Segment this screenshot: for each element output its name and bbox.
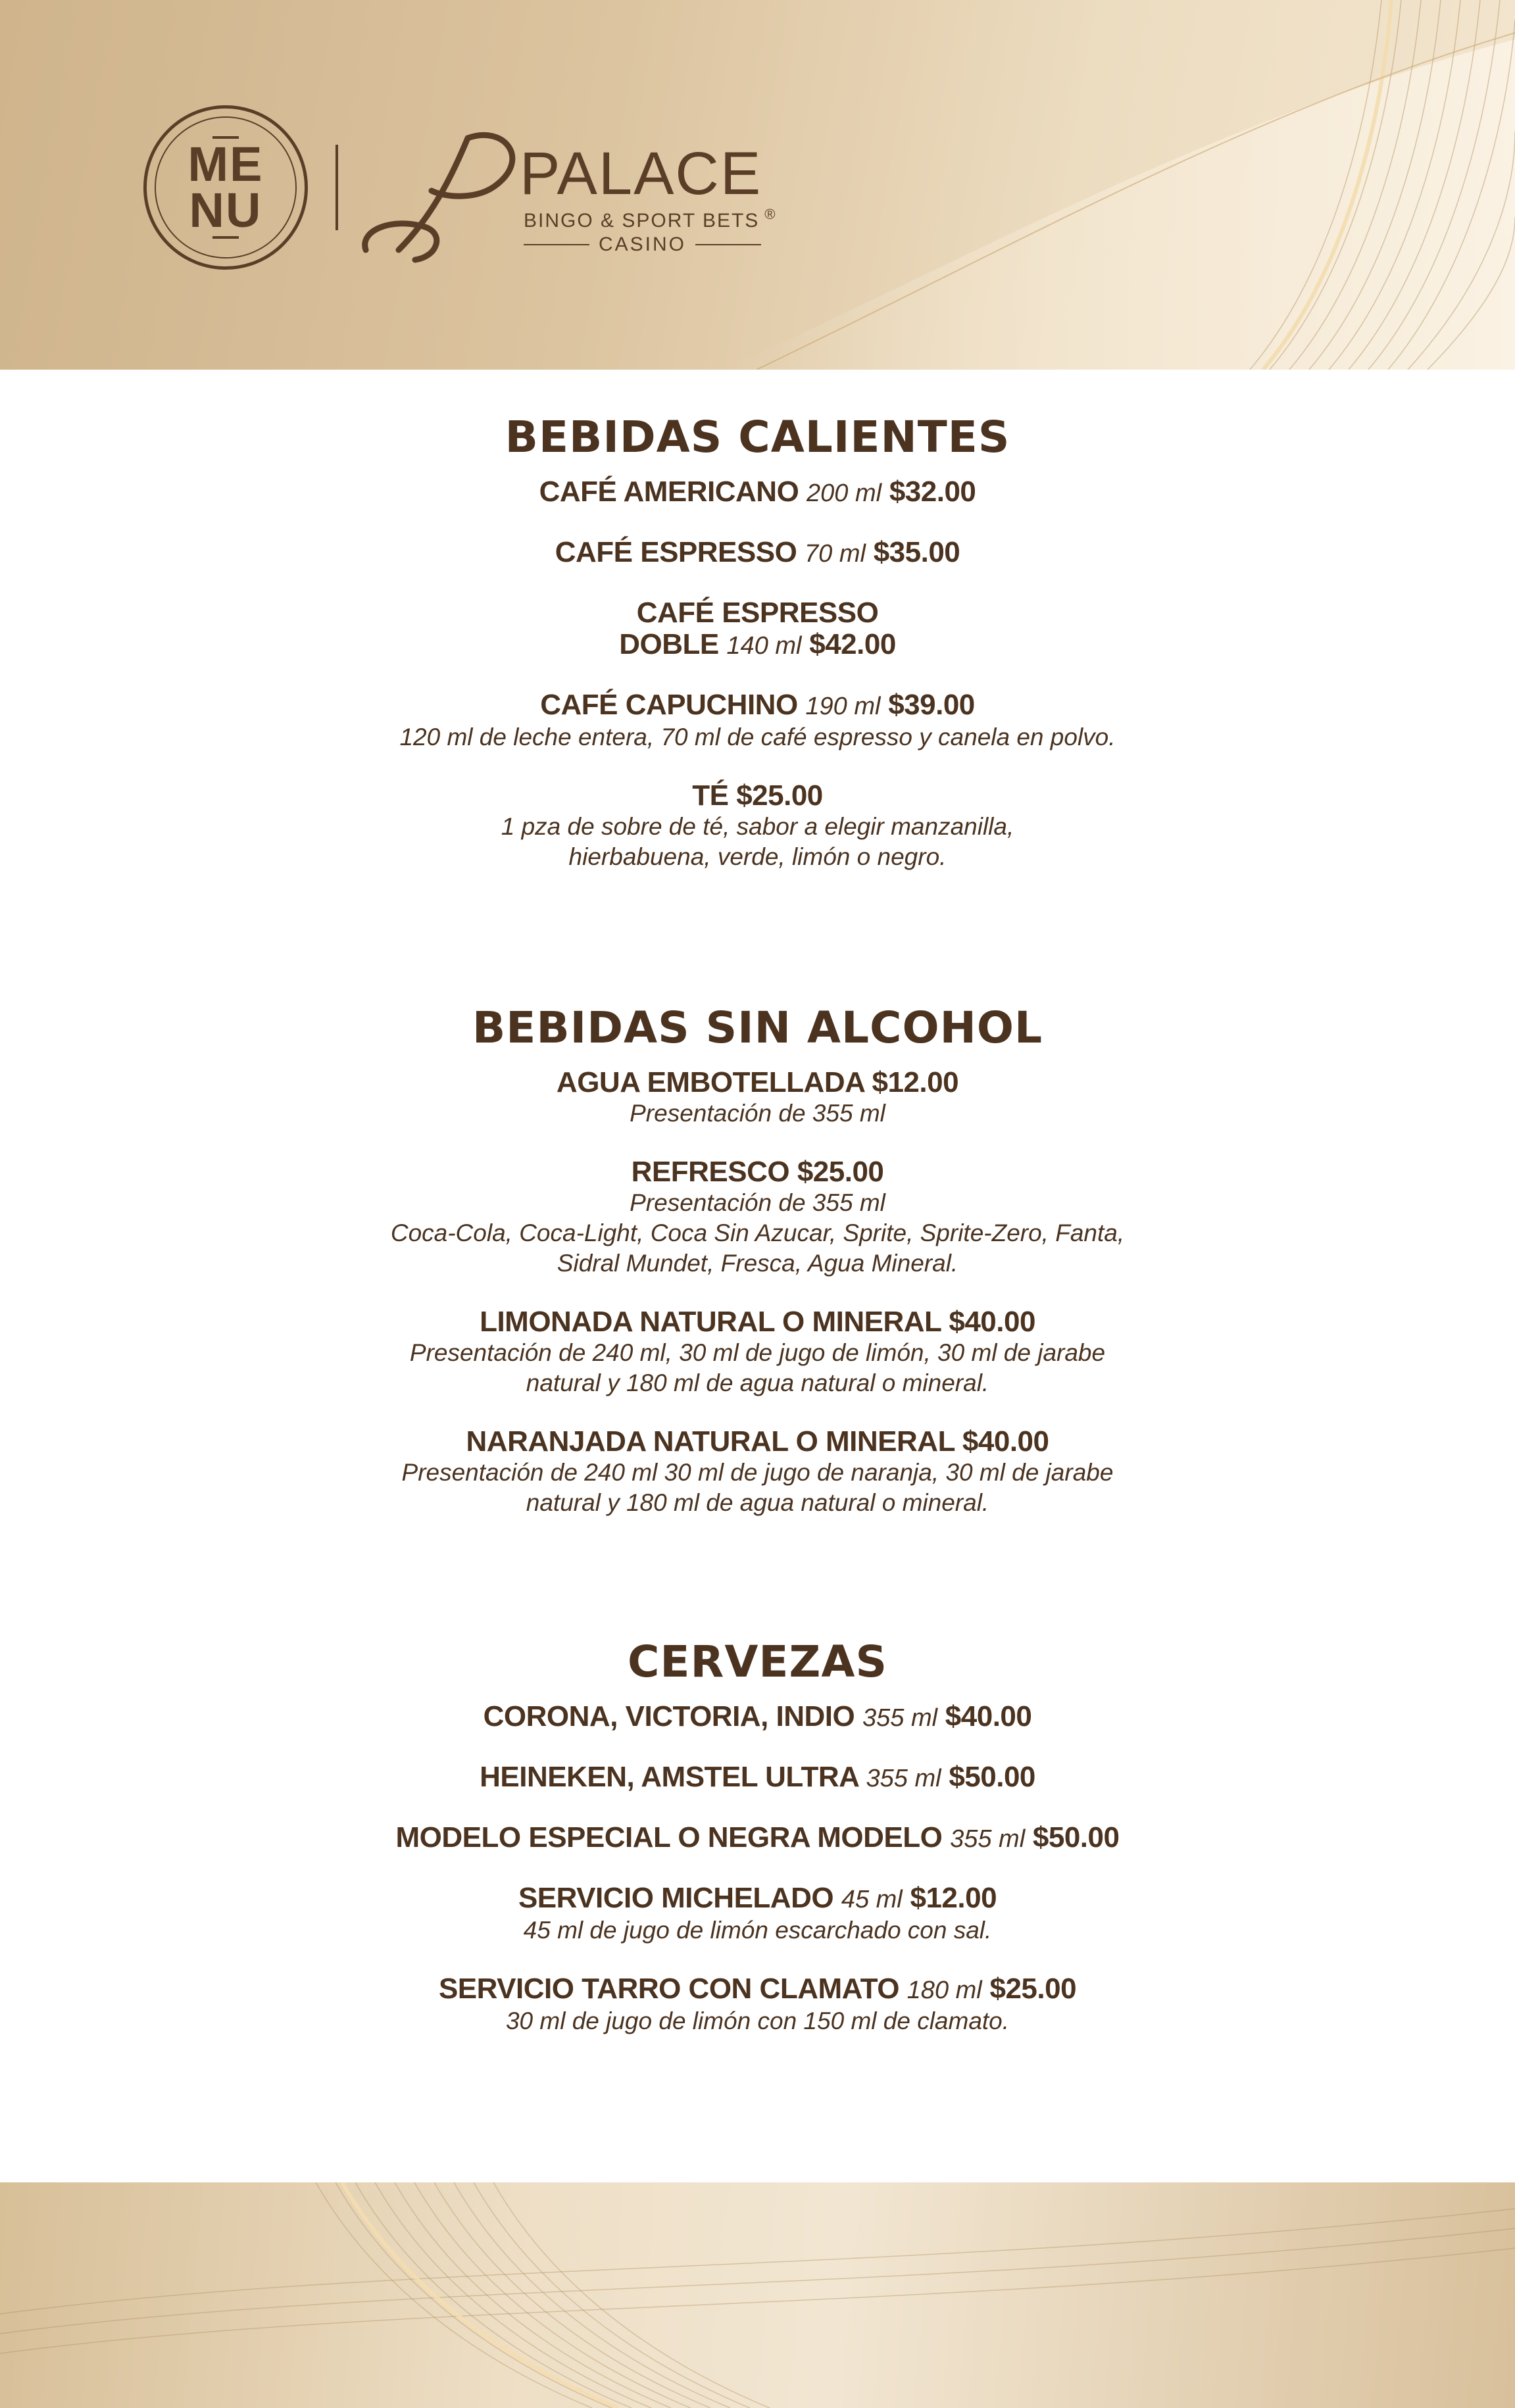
item-heading <box>0 476 1515 509</box>
menu-badge-bar <box>212 136 239 139</box>
item-name: REFRESCO <box>631 1156 790 1188</box>
menu-item <box>0 1822 1515 1855</box>
footer-band <box>0 2182 1515 2408</box>
item-volume: 180 ml <box>907 1977 982 2004</box>
item-volume: 45 ml <box>841 1886 903 1913</box>
section-title: BEBIDAS CALIENTES <box>505 412 1010 462</box>
item-heading <box>0 689 1515 722</box>
logo-divider <box>335 145 338 230</box>
section-title: BEBIDAS SIN ALCOHOL <box>472 1002 1043 1053</box>
item-description: Presentación de 240 ml 30 ml de jugo de naranja, 30 ml de jarabe <box>401 1459 1114 1486</box>
casino-line-right <box>695 244 761 245</box>
brand-name-text: PALACE <box>520 140 762 207</box>
item-volume: 355 ml <box>950 1825 1026 1853</box>
section-spacer <box>0 900 1515 998</box>
menu-item <box>0 1067 1515 1129</box>
item-name: CORONA, VICTORIA, INDIO <box>483 1700 855 1732</box>
menu-item <box>0 1973 1515 2036</box>
menu-item <box>0 1156 1515 1279</box>
item-heading <box>0 1761 1515 1794</box>
item-description: natural y 180 ml de agua natural o mineral. <box>526 1489 989 1516</box>
menu-badge-bar <box>212 236 239 239</box>
item-price: $40.00 <box>962 1425 1049 1458</box>
brand-tagline: BINGO & SPORT BETS <box>524 210 760 232</box>
item-heading <box>0 1426 1515 1458</box>
item-name: DOBLE <box>619 628 719 660</box>
item-volume: 200 ml <box>807 479 882 507</box>
section-title: CERVEZAS <box>628 1636 887 1687</box>
casino-text: CASINO <box>599 233 687 255</box>
item-description: natural y 180 ml de agua natural o mineral. <box>526 1369 989 1396</box>
menu-item <box>0 476 1515 509</box>
item-description: hierbabuena, verde, limón o negro. <box>568 843 947 870</box>
header-band <box>0 0 1515 370</box>
item-description: Presentación de 240 ml, 30 ml de jugo de limón, 30 ml de jarabe <box>409 1339 1106 1366</box>
item-heading <box>0 1882 1515 1915</box>
item-heading <box>0 780 1515 812</box>
menu-item <box>0 689 1515 752</box>
item-name: HEINEKEN, AMSTEL ULTRA <box>480 1761 858 1793</box>
menu-item <box>0 1882 1515 1946</box>
menu-badge-bottom: NU <box>189 183 262 237</box>
item-name: CAFÉ CAPUCHINO <box>540 689 798 721</box>
item-price: $40.00 <box>949 1306 1035 1338</box>
item-name: NARANJADA NATURAL O MINERAL <box>466 1425 955 1458</box>
item-heading <box>0 1701 1515 1734</box>
menu-badge <box>143 105 308 270</box>
item-price: $12.00 <box>910 1882 997 1914</box>
item-price: $50.00 <box>1032 1821 1120 1854</box>
menu-item <box>0 1306 1515 1398</box>
item-name: AGUA EMBOTELLADA <box>556 1066 864 1098</box>
item-price: $39.00 <box>888 689 975 721</box>
item-description: 120 ml de leche entera, 70 ml de café espresso y canela en polvo. <box>399 724 1116 750</box>
item-volume: 355 ml <box>862 1704 938 1732</box>
section-cervezas <box>0 1633 1515 2036</box>
item-name: CAFÉ ESPRESSO <box>555 536 797 568</box>
gold-wave-decoration <box>0 2182 1515 2408</box>
item-name: MODELO ESPECIAL O NEGRA MODELO <box>395 1821 943 1854</box>
menu-item <box>0 1761 1515 1794</box>
section-spacer <box>0 1546 1515 1633</box>
item-heading <box>0 1306 1515 1338</box>
logo <box>143 105 775 276</box>
item-price: $25.00 <box>989 1973 1077 2005</box>
item-volume: 190 ml <box>805 693 881 720</box>
menu-item <box>0 780 1515 872</box>
item-price: $40.00 <box>945 1700 1032 1732</box>
item-price: $35.00 <box>873 536 960 568</box>
menu-item <box>0 537 1515 570</box>
item-heading <box>0 1822 1515 1855</box>
menu-item <box>0 1701 1515 1734</box>
item-price: $12.00 <box>872 1066 959 1098</box>
item-description: 1 pza de sobre de té, sabor a elegir manzanilla, <box>501 813 1014 840</box>
item-price: $32.00 <box>889 476 976 508</box>
item-name: LIMONADA NATURAL O MINERAL <box>480 1306 941 1338</box>
item-name: CAFÉ AMERICANO <box>539 476 799 508</box>
item-name: SERVICIO MICHELADO <box>518 1882 834 1914</box>
item-volume: 355 ml <box>866 1765 941 1792</box>
registered-mark: ® <box>764 206 777 222</box>
brand-casino <box>520 233 770 257</box>
item-price: $25.00 <box>797 1156 884 1188</box>
item-price: $50.00 <box>949 1761 1035 1793</box>
item-description: 45 ml de jugo de limón escarchado con sal. <box>523 1917 992 1944</box>
item-price: $25.00 <box>736 779 823 812</box>
menu-item <box>0 597 1515 662</box>
brand <box>520 140 777 257</box>
item-heading <box>0 629 1515 662</box>
item-description: Presentación de 355 ml <box>630 1189 885 1216</box>
item-volume: 140 ml <box>726 632 802 660</box>
item-heading <box>0 1156 1515 1188</box>
item-description: Sidral Mundet, Fresca, Agua Mineral. <box>557 1250 958 1277</box>
palace-p-monogram-icon <box>353 118 524 270</box>
menu-badge-top: ME <box>187 137 264 191</box>
section-bebidas-sin-alcohol <box>0 998 1515 1518</box>
section-bebidas-calientes <box>0 408 1515 872</box>
casino-line-left <box>524 244 589 245</box>
item-description: Presentación de 355 ml <box>630 1100 885 1127</box>
item-heading <box>0 537 1515 570</box>
item-name: TÉ <box>692 779 729 812</box>
item-name: SERVICIO TARRO CON CLAMATO <box>438 1973 899 2005</box>
item-description: 30 ml de jugo de limón con 150 ml de clamato. <box>505 2007 1010 2034</box>
item-volume: 70 ml <box>805 540 866 568</box>
item-heading <box>0 1973 1515 2006</box>
item-price: $42.00 <box>809 628 896 660</box>
item-description: Coca-Cola, Coca-Light, Coca Sin Azucar, Sprite, Sprite-Zero, Fanta, <box>390 1219 1125 1246</box>
item-heading <box>0 1067 1515 1098</box>
menu-content <box>0 408 1515 2064</box>
menu-item <box>0 1426 1515 1518</box>
item-heading-line1: CAFÉ ESPRESSO <box>636 597 879 629</box>
